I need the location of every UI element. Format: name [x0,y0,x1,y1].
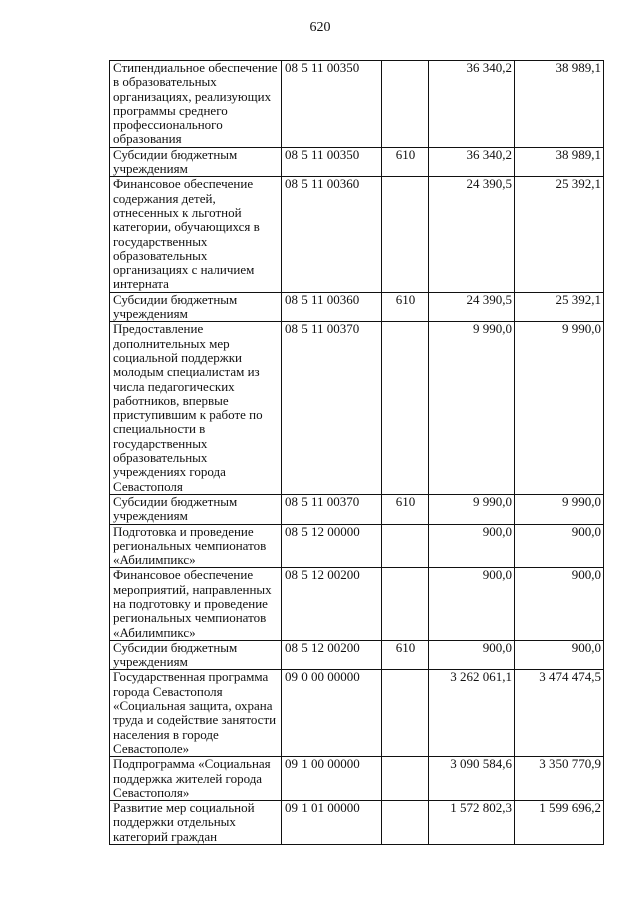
row-expense-type [382,568,429,640]
table-row [110,292,604,322]
row-code: 08 5 11 00360 [282,292,382,322]
row-amount-2: 1 599 696,2 [515,801,604,845]
row-amount-1: 9 990,0 [429,494,515,524]
row-name: Стипендиальное обеспечение в образовательных организациях, реализующих программы среднего профессионального образования [110,61,282,148]
row-amount-2: 38 989,1 [515,147,604,177]
row-code: 09 1 00 00000 [282,757,382,801]
row-code: 08 5 11 00350 [282,61,382,148]
row-code: 08 5 11 00350 [282,147,382,177]
row-expense-type [382,757,429,801]
row-expense-type: 610 [382,292,429,322]
row-amount-1: 900,0 [429,524,515,568]
table-row [110,494,604,524]
row-expense-type [382,177,429,292]
row-expense-type: 610 [382,640,429,670]
row-expense-type: 610 [382,147,429,177]
table-row [110,757,604,801]
table-row [110,801,604,845]
table-row [110,524,604,568]
row-name: Субсидии бюджетным учреждениям [110,494,282,524]
row-expense-type [382,322,429,495]
row-amount-2: 9 990,0 [515,322,604,495]
row-amount-1: 900,0 [429,568,515,640]
row-amount-1: 3 090 584,6 [429,757,515,801]
row-code: 08 5 12 00200 [282,568,382,640]
row-amount-1: 1 572 802,3 [429,801,515,845]
row-amount-2: 38 989,1 [515,61,604,148]
row-name: Государственная программа города Севастополя «Социальная защита, охрана труда и содействие занятости населения в городе Севастополе» [110,670,282,757]
row-name: Подпрограмма «Социальная поддержка жителей города Севастополя» [110,757,282,801]
row-amount-1: 900,0 [429,640,515,670]
row-code: 08 5 11 00370 [282,322,382,495]
row-name: Подготовка и проведение региональных чемпионатов «Абилимпикс» [110,524,282,568]
row-code: 08 5 11 00370 [282,494,382,524]
budget-table [109,60,604,845]
row-name: Развитие мер социальной поддержки отдельных категорий граждан [110,801,282,845]
row-name: Предоставление дополнительных мер социальной поддержки молодым специалистам из числа педагогических работников, впервые приступившим к работе по специальности в государственных образовательных учреждениях города Севастополя [110,322,282,495]
row-expense-type: 610 [382,494,429,524]
row-amount-2: 3 474 474,5 [515,670,604,757]
row-code: 08 5 12 00000 [282,524,382,568]
row-name: Финансовое обеспечение мероприятий, направленных на подготовку и проведение региональных чемпионатов «Абилимпикс» [110,568,282,640]
table-row [110,670,604,757]
row-amount-1: 9 990,0 [429,322,515,495]
row-amount-1: 24 390,5 [429,177,515,292]
row-expense-type [382,524,429,568]
row-expense-type [382,670,429,757]
row-name: Субсидии бюджетным учреждениям [110,147,282,177]
row-amount-1: 36 340,2 [429,147,515,177]
page-number: 620 [309,20,331,35]
table-row [110,568,604,640]
row-code: 08 5 12 00200 [282,640,382,670]
row-amount-2: 900,0 [515,640,604,670]
row-amount-1: 24 390,5 [429,292,515,322]
row-code: 08 5 11 00360 [282,177,382,292]
row-amount-2: 25 392,1 [515,292,604,322]
row-amount-2: 25 392,1 [515,177,604,292]
row-amount-2: 900,0 [515,524,604,568]
row-name: Субсидии бюджетным учреждениям [110,292,282,322]
row-amount-2: 9 990,0 [515,494,604,524]
row-amount-2: 3 350 770,9 [515,757,604,801]
row-name: Финансовое обеспечение содержания детей, отнесенных к льготной категории, обучающихся в государственных образовательных организациях с наличием интерната [110,177,282,292]
table-row [110,177,604,292]
table-row [110,322,604,495]
table-row [110,147,604,177]
row-code: 09 1 01 00000 [282,801,382,845]
table-row [110,640,604,670]
row-expense-type [382,801,429,845]
table-row [110,61,604,148]
row-code: 09 0 00 00000 [282,670,382,757]
row-name: Субсидии бюджетным учреждениям [110,640,282,670]
row-expense-type [382,61,429,148]
row-amount-1: 36 340,2 [429,61,515,148]
row-amount-1: 3 262 061,1 [429,670,515,757]
row-amount-2: 900,0 [515,568,604,640]
